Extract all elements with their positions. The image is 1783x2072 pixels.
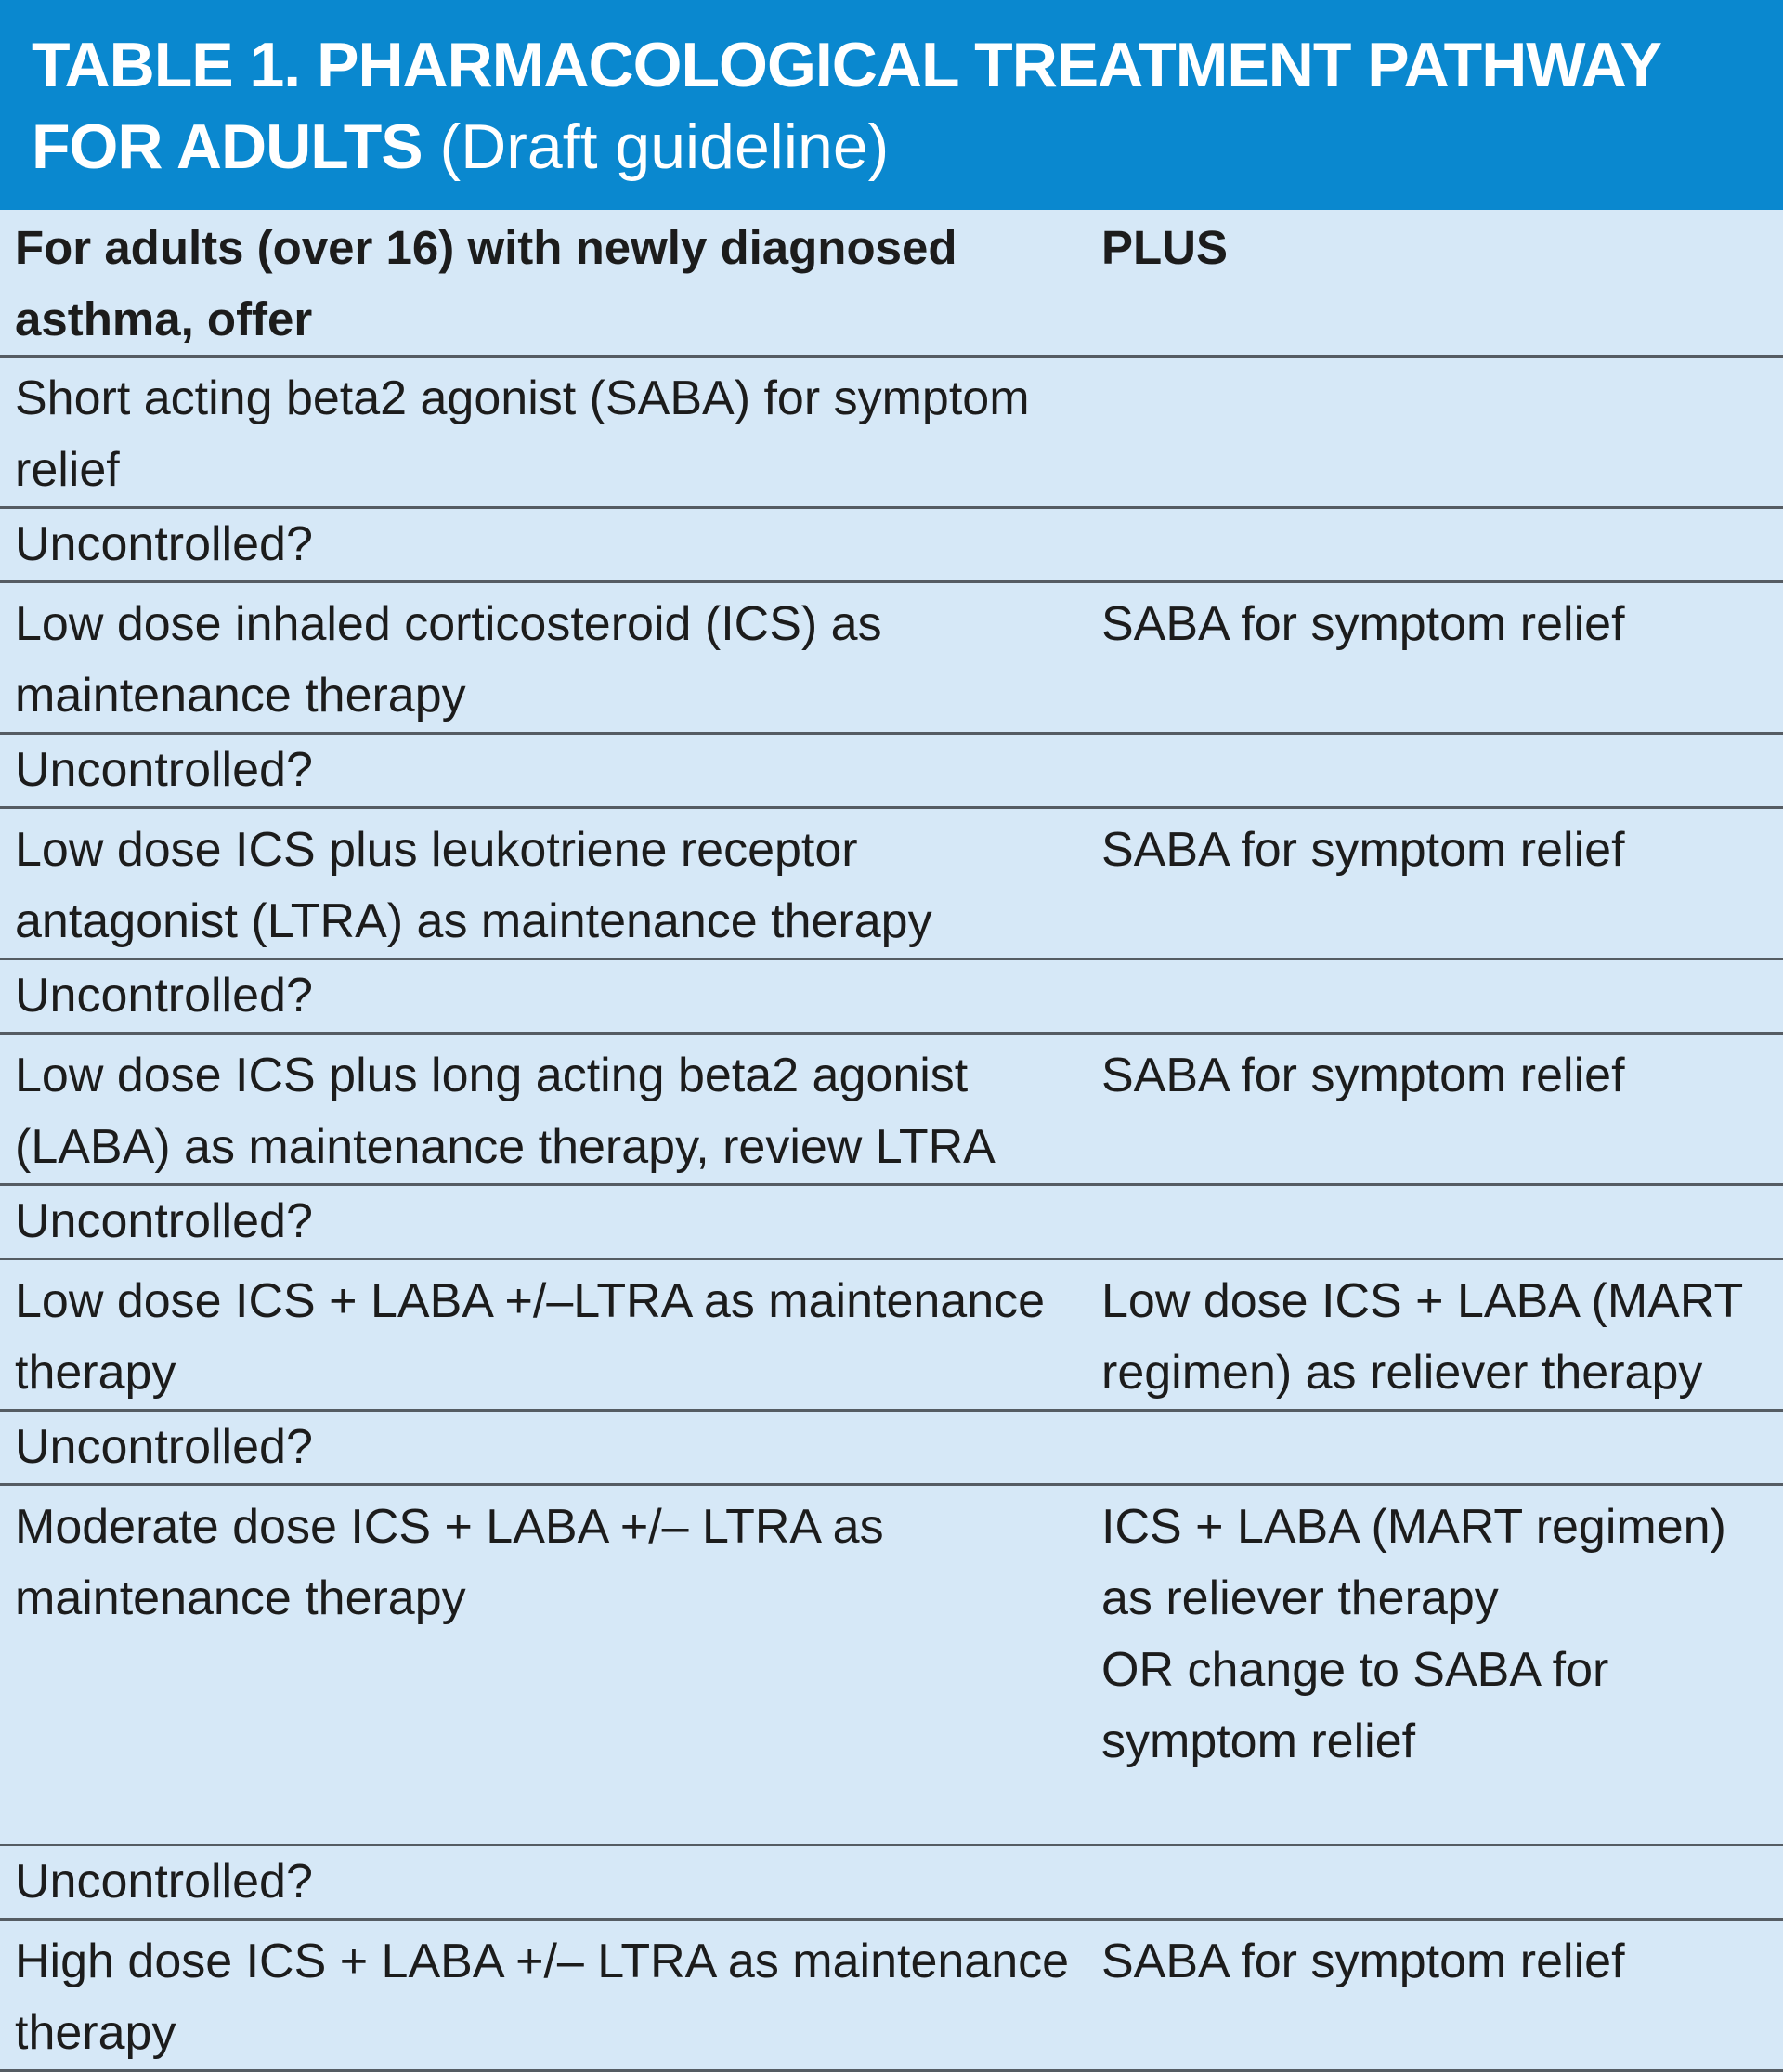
plus-cell-alternative: OR change to SABA for symptom relief bbox=[1101, 1643, 1609, 1768]
title-bold-line2: FOR ADULTS bbox=[32, 111, 423, 182]
plus-cell: SABA for symptom relief bbox=[1087, 1920, 1783, 2071]
treatment-cell: Low dose ICS plus long acting beta2 agonist (LABA) as maintenance therapy, review LTRA bbox=[0, 1034, 1087, 1185]
plus-cell bbox=[1087, 734, 1783, 808]
treatment-cell: Uncontrolled? bbox=[0, 734, 1087, 808]
title-draft-note: (Draft guideline) bbox=[422, 111, 890, 182]
column-header-treatment: For adults (over 16) with newly diagnosed asthma, offer bbox=[0, 210, 1087, 357]
table-row bbox=[0, 1185, 1783, 1259]
treatment-cell: Uncontrolled? bbox=[0, 1185, 1087, 1259]
table-row bbox=[0, 1845, 1783, 1920]
treatment-cell: Short acting beta2 agonist (SABA) for symptom relief bbox=[0, 357, 1087, 508]
plus-cell bbox=[1087, 1185, 1783, 1259]
column-header-plus: PLUS bbox=[1087, 210, 1783, 357]
table-row bbox=[0, 1034, 1783, 1185]
plus-cell bbox=[1087, 1411, 1783, 1485]
table-row bbox=[0, 1411, 1783, 1485]
plus-cell: SABA for symptom relief bbox=[1087, 808, 1783, 959]
plus-cell: SABA for symptom relief bbox=[1087, 582, 1783, 734]
treatment-cell: Low dose ICS + LABA +/–LTRA as maintenance therapy bbox=[0, 1259, 1087, 1411]
table-row bbox=[0, 357, 1783, 508]
treatment-cell: Low dose ICS plus leukotriene receptor antagonist (LTRA) as maintenance therapy bbox=[0, 808, 1087, 959]
table-row bbox=[0, 582, 1783, 734]
table-header-row bbox=[0, 210, 1783, 357]
plus-cell bbox=[1087, 1845, 1783, 1920]
table-row bbox=[0, 734, 1783, 808]
treatment-cell: Uncontrolled? bbox=[0, 1845, 1087, 1920]
table-title bbox=[0, 0, 1783, 210]
treatment-cell: Uncontrolled? bbox=[0, 959, 1087, 1034]
table-row bbox=[0, 508, 1783, 582]
table-row bbox=[0, 959, 1783, 1034]
treatment-cell: Moderate dose ICS + LABA +/– LTRA as maintenance therapy bbox=[0, 1485, 1087, 1845]
table-row bbox=[0, 1259, 1783, 1411]
table-row bbox=[0, 1920, 1783, 2071]
treatment-cell: Low dose inhaled corticosteroid (ICS) as maintenance therapy bbox=[0, 582, 1087, 734]
plus-cell: SABA for symptom relief bbox=[1087, 1034, 1783, 1185]
plus-cell bbox=[1087, 959, 1783, 1034]
treatment-cell: High dose ICS + LABA +/– LTRA as maintenance therapy bbox=[0, 1920, 1087, 2071]
table-row bbox=[0, 1485, 1783, 1845]
plus-cell-text: ICS + LABA (MART regimen) as reliever therapy bbox=[1101, 1500, 1726, 1625]
treatment-cell: Uncontrolled? bbox=[0, 1411, 1087, 1485]
treatment-cell: Uncontrolled? bbox=[0, 508, 1087, 582]
plus-cell: Low dose ICS + LABA (MART regimen) as reliever therapy bbox=[1087, 1259, 1783, 1411]
plus-cell bbox=[1087, 508, 1783, 582]
treatment-pathway-table bbox=[0, 210, 1783, 2072]
plus-cell bbox=[1087, 357, 1783, 508]
title-bold-line1: TABLE 1. PHARMACOLOGICAL TREATMENT PATHWAY bbox=[32, 30, 1661, 100]
table-row bbox=[0, 808, 1783, 959]
plus-cell bbox=[1087, 1485, 1783, 1845]
